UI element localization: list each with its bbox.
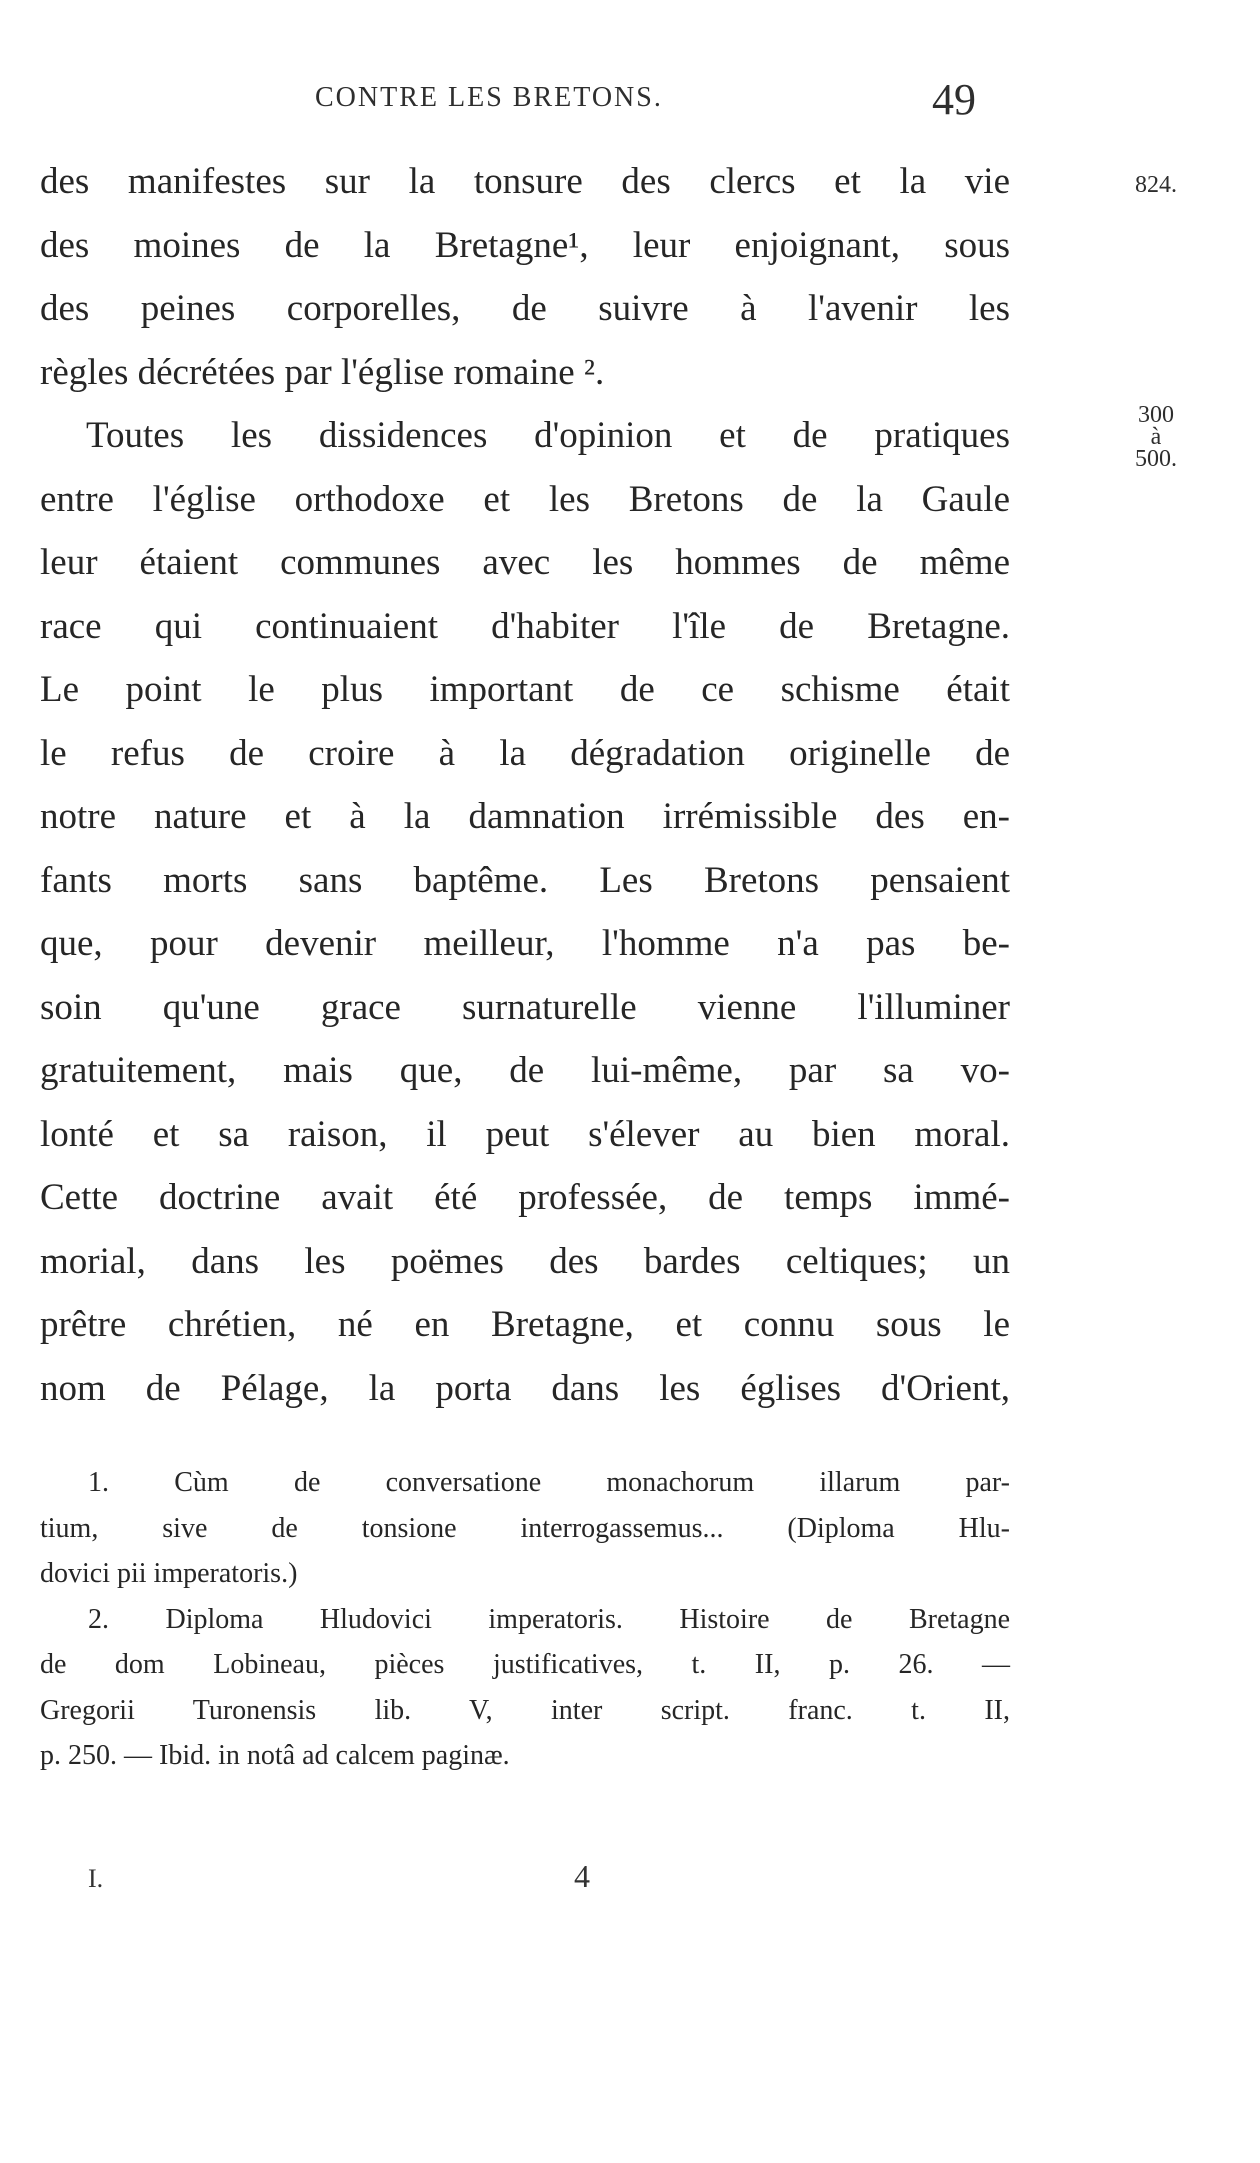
footnote-line: dovici pii imperatoris.) — [40, 1558, 298, 1589]
footnote-line: tium, sive de tonsione interrogassemus... (Diploma Hlu- — [40, 1512, 1010, 1544]
body-line: le refus de croire à la dégradation originelle de — [40, 732, 1010, 774]
page-footer — [0, 1858, 1260, 1904]
running-head — [0, 75, 1260, 140]
body-line: Toutes les dissidences d'opinion et de pratiques — [86, 415, 1010, 456]
body-line: gratuitement, mais que, de lui-même, par sa vo- — [40, 1050, 1010, 1091]
footnote-line: Gregorii Turonensis lib. V, inter script. franc. t. II, — [40, 1694, 1010, 1726]
footnote-line: 1. Cùm de conversatione monachorum illarum par- — [88, 1467, 1010, 1498]
footnote-line: de dom Lobineau, pièces justificatives, t. II, p. 26. — — [40, 1649, 1010, 1680]
body-line: entre l'église orthodoxe et les Bretons de la Gaule — [40, 478, 1010, 520]
body-line: fants morts sans baptême. Les Bretons pensaient — [40, 859, 1010, 901]
margin-date-range-end: 500. — [1135, 446, 1177, 472]
body-line: Le point le plus important de ce schisme était — [40, 669, 1010, 710]
margin-date-range-start: 300 — [1138, 402, 1174, 428]
body-line: soin qu'une grace surnaturelle vienne l'illuminer — [40, 986, 1010, 1028]
body-line: lonté et sa raison, il peut s'élever au bien moral. — [40, 1113, 1010, 1155]
margin-date-range-sep: à — [1150, 424, 1162, 450]
body-line: prêtre chrétien, né en Bretagne, et connu sous le — [40, 1304, 1010, 1345]
body-line: Cette doctrine avait été professée, de temps immé- — [40, 1177, 1010, 1218]
footnote-line: 2. Diploma Hludovici imperatoris. Histoire de Bretagne — [88, 1603, 1010, 1635]
body-line: des moines de la Bretagne¹, leur enjoignant, sous — [40, 224, 1010, 266]
body-line: que, pour devenir meilleur, l'homme n'a pas be- — [40, 923, 1010, 964]
body-line: des peines corporelles, de suivre à l'avenir les — [40, 288, 1010, 329]
margin-date-range — [1124, 404, 1188, 470]
signature-mark: 4 — [574, 1858, 590, 1894]
volume-mark: I. — [88, 1864, 104, 1893]
body-text — [40, 150, 1010, 1420]
body-line: des manifestes sur la tonsure des clercs et la vie — [40, 161, 1010, 202]
running-title: CONTRE LES BRETONS. — [315, 82, 663, 113]
footnotes — [40, 1460, 1010, 1779]
body-line: race qui continuaient d'habiter l'île de Bretagne. — [40, 605, 1010, 647]
body-line: règles décrétées par l'église romaine ². — [40, 351, 605, 393]
body-line: morial, dans les poëmes des bardes celtiques; un — [40, 1240, 1010, 1282]
page-number: 49 — [932, 75, 976, 124]
body-line: notre nature et à la damnation irrémissible des en- — [40, 796, 1010, 837]
footnote-line: p. 250. — Ibid. in notâ ad calcem paginæ. — [40, 1740, 510, 1771]
body-line: nom de Pélage, la porta dans les églises d'Orient, — [40, 1367, 1010, 1409]
margin-date-824: 824. — [1135, 172, 1177, 198]
body-line: leur étaient communes avec les hommes de même — [40, 542, 1010, 583]
